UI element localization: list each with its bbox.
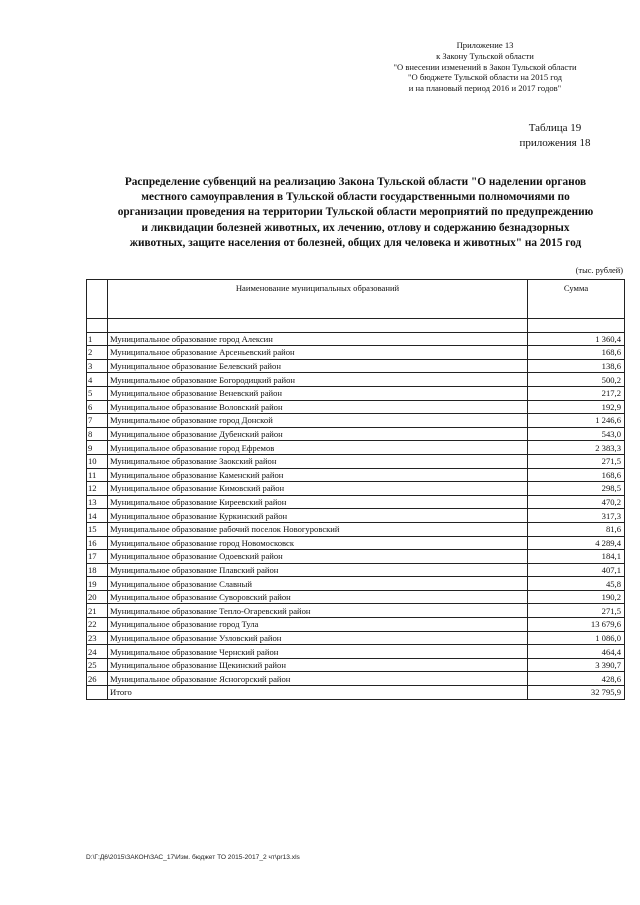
title-line: организации проведения на территории Тульской области мероприятий по предупреждению	[117, 206, 594, 219]
table-row	[87, 618, 625, 632]
row-number: 20	[87, 590, 108, 604]
table-row	[87, 482, 625, 496]
table-row	[87, 550, 625, 564]
table-row	[87, 590, 625, 604]
table-row	[87, 495, 625, 509]
subsidy-amount: 45,8	[528, 577, 625, 591]
table-row	[87, 400, 625, 414]
table-body	[87, 319, 625, 686]
total-amount: 32 795,9	[528, 686, 625, 700]
municipality-name: Муниципальное образование город Ефремов	[108, 441, 528, 455]
row-number: 25	[87, 658, 108, 672]
spacer-cell	[87, 319, 108, 333]
municipality-name: Муниципальное образование Чернский район	[108, 645, 528, 659]
table-row	[87, 645, 625, 659]
row-number: 2	[87, 346, 108, 360]
appendix-line: к Закону Тульской области	[436, 50, 534, 61]
subsidy-amount: 543,0	[528, 427, 625, 441]
subsidy-amount: 407,1	[528, 563, 625, 577]
municipality-name: Муниципальное образование Куркинский район	[108, 509, 528, 523]
table-row	[87, 672, 625, 686]
title-line: местного самоуправления в Тульской области государственными полномочиями по	[141, 191, 570, 204]
table-row	[87, 631, 625, 645]
table-header-row	[87, 280, 625, 319]
header-amount-cell: Сумма	[528, 280, 625, 319]
spacer-cell	[108, 319, 528, 333]
table-row	[87, 427, 625, 441]
appendix-header	[370, 40, 600, 94]
row-number: 21	[87, 604, 108, 618]
table-total-row	[87, 686, 625, 700]
title-line: Распределение субвенций на реализацию Закона Тульской области "О наделении органов	[124, 176, 587, 188]
municipality-name: Муниципальное образование Дубенский район	[108, 427, 528, 441]
table-reference	[500, 121, 610, 151]
subsidy-amount: 271,5	[528, 454, 625, 468]
subsidy-amount: 1 360,4	[528, 332, 625, 346]
subsidy-amount: 168,6	[528, 468, 625, 482]
row-number: 18	[87, 563, 108, 577]
subsidy-amount: 298,5	[528, 482, 625, 496]
municipality-name: Муниципальное образование Каменский район	[108, 468, 528, 482]
total-label: Итого	[108, 686, 528, 700]
title-line: и ликвидации болезней животных, их лечению, отлову и содержанию безнадзорных	[141, 221, 570, 234]
subsidy-amount: 168,6	[528, 346, 625, 360]
municipality-name: Муниципальное образование Щекинский район	[108, 658, 528, 672]
table-spacer-row	[87, 319, 625, 333]
subsidy-amount: 1 086,0	[528, 631, 625, 645]
table-row	[87, 658, 625, 672]
subsidy-amount: 271,5	[528, 604, 625, 618]
row-number: 15	[87, 522, 108, 536]
row-number: 6	[87, 400, 108, 414]
subsidy-amount: 470,2	[528, 495, 625, 509]
row-number: 7	[87, 414, 108, 428]
row-number: 8	[87, 427, 108, 441]
appendix-line: "О внесении изменений в Закон Тульской области	[393, 61, 577, 72]
table-row	[87, 386, 625, 400]
municipality-name: Муниципальное образование Киреевский район	[108, 495, 528, 509]
municipality-name: Муниципальное образование рабочий поселок Новогуровский	[108, 522, 528, 536]
row-number: 19	[87, 577, 108, 591]
municipality-name: Муниципальное образование Славный	[108, 577, 528, 591]
row-number: 11	[87, 468, 108, 482]
subsidy-amount: 138,6	[528, 359, 625, 373]
table-row	[87, 441, 625, 455]
row-number: 3	[87, 359, 108, 373]
row-number: 12	[87, 482, 108, 496]
table-row	[87, 346, 625, 360]
table-row	[87, 359, 625, 373]
subsidy-amount: 81,6	[528, 522, 625, 536]
header-number-cell	[87, 280, 108, 319]
municipality-name: Муниципальное образование Воловский район	[108, 400, 528, 414]
appendix-reference: приложения 18	[519, 137, 591, 149]
total-number-cell	[87, 686, 108, 700]
table-row	[87, 468, 625, 482]
file-path-footer: D:\Г:Д6\2015\ЗАКОН\ЗАС_17\Изм. бюджет ТО 2015-2017_2 чт\pr13.xls	[86, 854, 300, 861]
row-number: 24	[87, 645, 108, 659]
municipality-name: Муниципальное образование Ясногорский район	[108, 672, 528, 686]
subsidy-table	[86, 279, 625, 700]
subsidy-amount: 184,1	[528, 550, 625, 564]
row-number: 23	[87, 631, 108, 645]
table-row	[87, 454, 625, 468]
row-number: 5	[87, 386, 108, 400]
row-number: 9	[87, 441, 108, 455]
row-number: 14	[87, 509, 108, 523]
table-number: Таблица 19	[528, 122, 582, 134]
table-row	[87, 414, 625, 428]
municipality-name: Муниципальное образование город Тула	[108, 618, 528, 632]
subsidy-amount: 190,2	[528, 590, 625, 604]
municipality-name: Муниципальное образование Тепло-Огаревский район	[108, 604, 528, 618]
subsidy-amount: 2 383,3	[528, 441, 625, 455]
row-number: 13	[87, 495, 108, 509]
table-row	[87, 604, 625, 618]
spacer-cell	[528, 319, 625, 333]
subsidy-amount: 3 390,7	[528, 658, 625, 672]
subsidy-amount: 464,4	[528, 645, 625, 659]
subsidy-amount: 428,6	[528, 672, 625, 686]
row-number: 17	[87, 550, 108, 564]
municipality-name: Муниципальное образование Веневский район	[108, 386, 528, 400]
table-row	[87, 536, 625, 550]
appendix-line: Приложение 13	[456, 40, 514, 50]
table-row	[87, 577, 625, 591]
table-row	[87, 373, 625, 387]
units-label: (тыс. рублей)	[575, 266, 623, 275]
table-row	[87, 332, 625, 346]
appendix-line: "О бюджете Тульской области на 2015 год	[408, 72, 562, 83]
municipality-name: Муниципальное образование Одоевский район	[108, 550, 528, 564]
municipality-name: Муниципальное образование Кимовский район	[108, 482, 528, 496]
subsidy-amount: 1 246,6	[528, 414, 625, 428]
document-title	[58, 175, 640, 251]
appendix-line: и на плановый период 2016 и 2017 годов"	[408, 83, 562, 94]
municipality-name: Муниципальное образование Узловский район	[108, 631, 528, 645]
subsidy-amount: 192,9	[528, 400, 625, 414]
table-row	[87, 509, 625, 523]
table-row	[87, 522, 625, 536]
row-number: 16	[87, 536, 108, 550]
header-name-cell: Наименование муниципальных образований	[108, 280, 528, 319]
row-number: 26	[87, 672, 108, 686]
municipality-name: Муниципальное образование Арсеньевский район	[108, 346, 528, 360]
municipality-name: Муниципальное образование Богородицкий район	[108, 373, 528, 387]
municipality-name: Муниципальное образование город Донской	[108, 414, 528, 428]
municipality-name: Муниципальное образование Суворовский район	[108, 590, 528, 604]
row-number: 1	[87, 332, 108, 346]
row-number: 22	[87, 618, 108, 632]
title-line: животных, защите населения от болезней, общих для человека и животных" на 2015 год	[129, 236, 582, 249]
row-number: 4	[87, 373, 108, 387]
municipality-name: Муниципальное образование город Алексин	[108, 332, 528, 346]
municipality-name: Муниципальное образование Заокский район	[108, 454, 528, 468]
table-row	[87, 563, 625, 577]
subsidy-amount: 13 679,6	[528, 618, 625, 632]
municipality-name: Муниципальное образование Белевский район	[108, 359, 528, 373]
subsidy-amount: 500,2	[528, 373, 625, 387]
subsidy-amount: 217,2	[528, 386, 625, 400]
subsidy-amount: 4 289,4	[528, 536, 625, 550]
subsidy-amount: 317,3	[528, 509, 625, 523]
municipality-name: Муниципальное образование город Новомосковск	[108, 536, 528, 550]
row-number: 10	[87, 454, 108, 468]
municipality-name: Муниципальное образование Плавский район	[108, 563, 528, 577]
